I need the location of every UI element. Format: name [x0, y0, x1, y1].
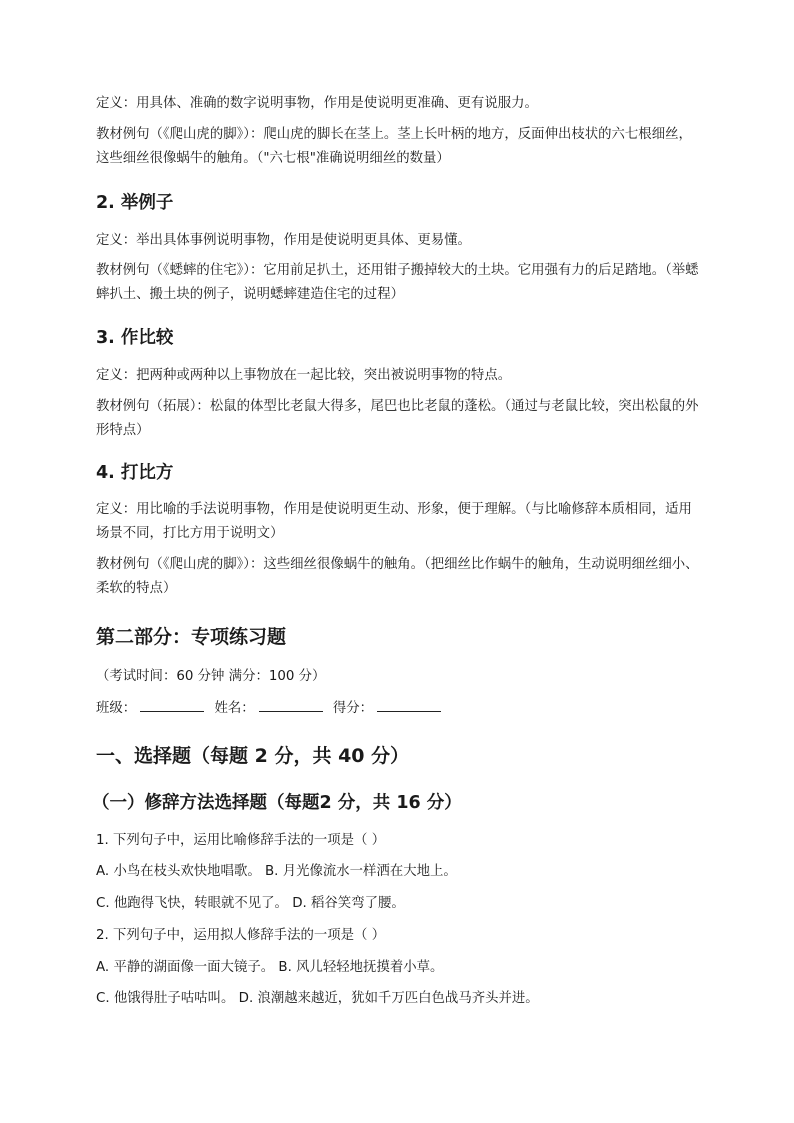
score-blank[interactable] — [377, 698, 441, 712]
score-label: 得分： — [332, 701, 374, 716]
shuzi-definition: 定义：用具体、准确的数字说明事物，作用是使说明更准确、更有说服力。 — [96, 96, 538, 111]
heading-juli: 2. 举例子 — [96, 193, 174, 213]
shuzi-example: 教材例句（《爬山虎的脚》）：爬山虎的脚长在茎上。茎上长叶柄的地方，反面伸出枝状的六七根细丝，这些细丝很像蜗牛的触角。（"六七根"准确说明细丝的数量） — [96, 127, 692, 166]
exam-info: （考试时间：60 分钟 满分：100 分） — [96, 669, 326, 684]
q2-stem: 2. 下列句子中，运用拟人修辞手法的一项是（ ） — [96, 928, 386, 943]
name-blank[interactable] — [259, 698, 323, 712]
student-info-row — [96, 697, 700, 721]
name-label: 姓名： — [214, 701, 255, 716]
bifang-example: 教材例句（《爬山虎的脚》）：这些细丝很像蜗牛的触角。（把细丝比作蜗牛的触角，生动说明细丝细小、柔软的特点） — [96, 557, 699, 596]
q1-options-ab: A. 小鸟在枝头欢快地唱歌。 B. 月光像流水一样洒在大地上。 — [96, 864, 457, 879]
juli-definition: 定义：举出具体事例说明事物，作用是使说明更具体、更易懂。 — [96, 233, 471, 248]
heading-bijiao: 3. 作比较 — [96, 328, 174, 348]
class-blank[interactable] — [140, 698, 204, 712]
bifang-definition: 定义：用比喻的手法说明事物，作用是使说明更生动、形象，便于理解。（与比喻修辞本质相同，适用场景不同，打比方用于说明文） — [96, 502, 692, 541]
q1-options-cd: C. 他跑得飞快，转眼就不见了。 D. 稻谷笑弯了腰。 — [96, 896, 405, 911]
bijiao-definition: 定义：把两种或两种以上事物放在一起比较，突出被说明事物的特点。 — [96, 368, 512, 383]
q2-options-ab: A. 平静的湖面像一面大镜子。 B. 风儿轻轻地抚摸着小草。 — [96, 960, 444, 975]
q1-stem: 1. 下列句子中，运用比喻修辞手法的一项是（ ） — [96, 833, 386, 848]
bijiao-example: 教材例句（拓展）：松鼠的体型比老鼠大得多，尾巴也比老鼠的蓬松。（通过与老鼠比较，突出松鼠的外形特点） — [96, 399, 699, 438]
juli-example: 教材例句（《蟋蟀的住宅》）：它用前足扒土，还用钳子搬掉较大的土块。它用强有力的后足踏地。（举蟋蟀扒土、搬土块的例子，说明蟋蟀建造住宅的过程） — [96, 263, 699, 302]
q2-options-cd: C. 他饿得肚子咕咕叫。 D. 浪潮越来越近，犹如千万匹白色战马齐头并进。 — [96, 991, 539, 1006]
sub1-title: （一）修辞方法选择题（每题2 分，共 16 分） — [92, 793, 462, 813]
part2-title: 第二部分：专项练习题 — [96, 626, 287, 648]
heading-bifang: 4. 打比方 — [96, 463, 174, 483]
section1-title: 一、选择题（每题 2 分，共 40 分） — [96, 745, 410, 767]
class-label: 班级： — [96, 701, 137, 716]
